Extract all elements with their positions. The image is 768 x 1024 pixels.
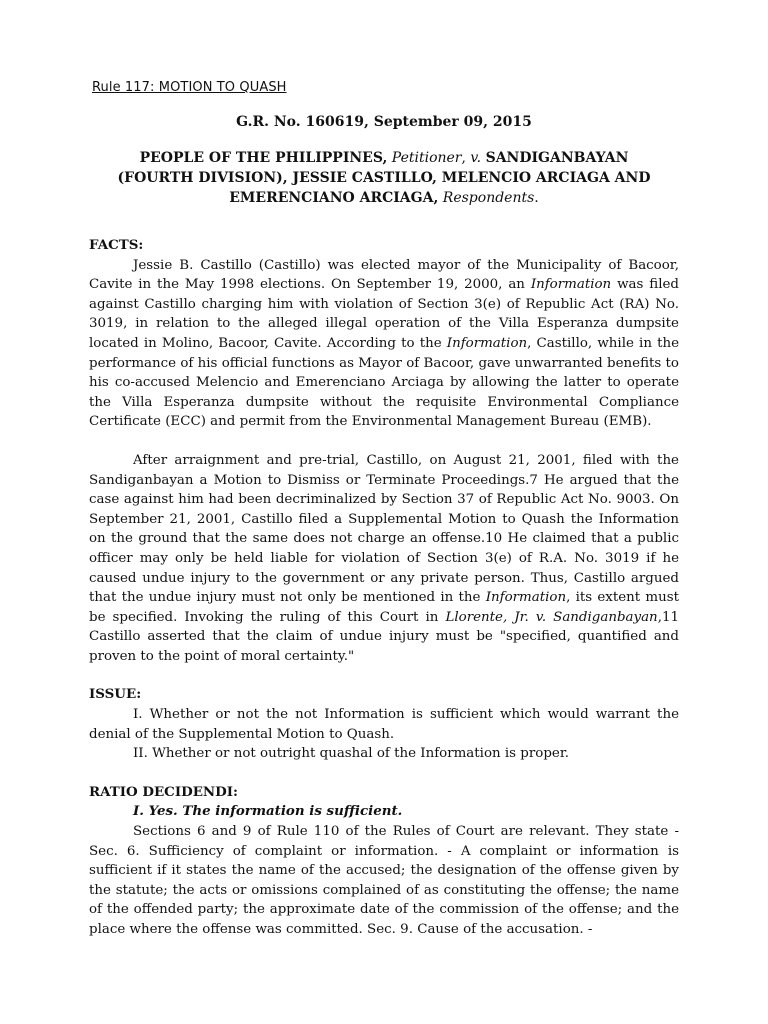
respondents-role: Respondents [442, 190, 535, 206]
facts-paragraph-1: Jessie B. Castillo (Castillo) was elected mayor of the Municipality of Bacoor, Cavite in the May 1998 elections. On September 19, 2000, an Information was filed against Castillo charging him with violation of Section 3(e) of Republic Act (RA) No. 3019, in relation to the alleged illegal operation of the Villa Esperanza dumpsite located in Molino, Bacoor, Cavite. According to the Information, Castillo, while in the performance of his official functions as Mayor of Bacoor, gave unwarranted benefits to his co-accused Melencio and Emerenciano Arciaga by allowing the latter to operate the Villa Esperanza dumpsite without the requisite Environmental Compliance Certificate (ECC) and permit from the Environmental Management Bureau (EMB). [89, 257, 679, 430]
versus-label: v. [470, 150, 482, 166]
ratio-heading: RATIO DECIDENDI: [89, 783, 238, 800]
issue-item-1: I. Whether or not the not Information is sufficient which would warrant the denial of the Supplemental Motion to Quash. [89, 707, 679, 742]
gr-number: G.R. No. 160619, September 09, 2015 [236, 114, 532, 130]
ratio-subheading: I. Yes. The information is sufficient. [133, 803, 403, 820]
facts-paragraph-2: After arraignment and pre-trial, Castillo, on August 21, 2001, filed with the Sandiganbayan a Motion to Dismiss or Terminate Proceedings.7 He argued that the case against him had been decriminalized by Section 37 of Republic Act No. 9003. On September 21, 2001, Castillo filed a Supplemental Motion to Quash the Information on the ground that the same does not charge an offense.10 He claimed that a public officer may only be held liable for violation of Section 3(e) of R.A. No. 3019 if he caused undue injury to the government or any private person. Thus, Castillo argued that the undue injury must not only be mentioned in the Information, its extent must be specified. Invoking the ruling of this Court in Llorente, Jr. v. Sandiganbayan,11 Castillo asserted that the claim of undue injury must be "specified, quantified and proven to the point of moral certainty." [89, 452, 679, 664]
issue-item-2: II. Whether or not outright quashal of the Information is proper. [133, 746, 570, 762]
rule-heading: Rule 117: MOTION TO QUASH [92, 80, 287, 95]
respondents-names: SANDIGANBAYAN (FOURTH DIVISION), JESSIE CASTILLO, MELENCIO ARCIAGA AND EMERENCIANO ARCIAGA, [117, 150, 651, 206]
ratio-paragraph-1: Sections 6 and 9 of Rule 110 of the Rules of Court are relevant. They state - Sec. 6. Sufficiency of complaint or information. - A complaint or information is sufficient if it states the name of the accused; the designation of the offense given by the statute; the acts or omissions complained of as constituting the offense; the name of the offended party; the approximate date of the commission of the offense; and the place where the offense was committed. Sec. 9. Cause of the accusation. - [89, 824, 679, 937]
facts-heading: FACTS: [89, 237, 144, 253]
case-caption: PEOPLE OF THE PHILIPPINES, Petitioner, v. SANDIGANBAYAN (FOURTH DIVISION), JESSIE CASTILLO, MELENCIO ARCIAGA AND EMERENCIANO ARCIAGA, Respondents. [117, 150, 651, 206]
document-body [89, 236, 679, 940]
petitioner-role: Petitioner [391, 150, 462, 166]
issue-heading: ISSUE: [89, 686, 142, 703]
petitioner-name: PEOPLE OF THE PHILIPPINES, [139, 150, 388, 166]
